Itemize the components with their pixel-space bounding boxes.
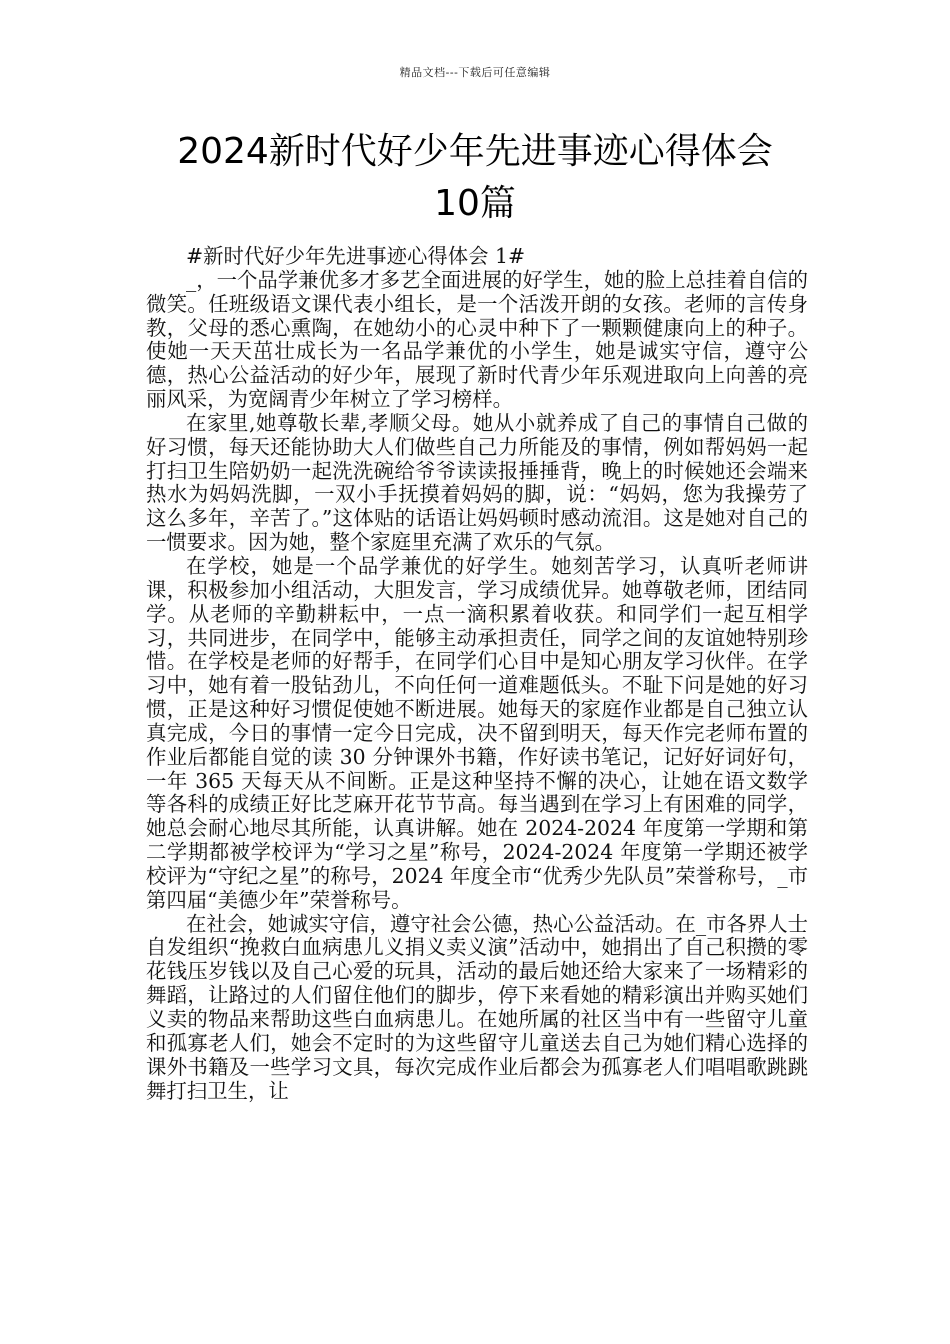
paragraph-society: 在社会，她诚实守信，遵守社会公德，热心公益活动。在_市各界人士自发组织“挽救白血病患儿义捐义卖义演”活动中，她捐出了自己积攒的零花钱压岁钱以及自己心爱的玩具，活动的最后她还给大家来了一场精彩的舞蹈，让路过的人们留住他们的脚步，停下来看她的精彩演出并购买她们义卖的物品来帮助这些白血病患儿。在她所属的社区当中有一些留守儿童和孤寡老人们，她会不定时的为这些留守儿童送去自己为她们精心选择的课外书籍及一些学习文具，每次完成作业后都会为孤寡老人们唱唱歌跳跳舞打扫卫生，让 bbox=[146, 911, 808, 1103]
document-title bbox=[60, 126, 890, 230]
document-body bbox=[146, 245, 808, 1103]
title-line-2: 10篇 bbox=[434, 183, 516, 224]
paragraph-home: 在家里,她尊敬长辈,孝顺父母。她从小就养成了自己的事情自己做的好习惯，每天还能协助大人们做些自己力所能及的事情，例如帮妈妈一起打扫卫生陪奶奶一起洗洗碗给爷爷读读报捶捶背，晚上的时候她还会端来热水为妈妈洗脚，一双小手抚摸着妈妈的脚，说：“妈妈，您为我操劳了这么多年，辛苦了。”这体贴的话语让妈妈顿时感动流泪。这是她对自己的一惯要求。因为她，整个家庭里充满了欢乐的气氛。 bbox=[146, 410, 808, 555]
paragraph-intro: _，一个品学兼优多才多艺全面进展的好学生，她的脸上总挂着自信的微笑。任班级语文课代表小组长，是一个活泼开朗的女孩。老师的言传身教，父母的悉心熏陶，在她幼小的心灵中种下了一颗颗健康向上的种子。使她一天天茁壮成长为一名品学兼优的小学生，她是诚实守信，遵守公德，热心公益活动的好少年，展现了新时代青少年乐观进取向上向善的亮丽风采，为宽阔青少年树立了学习榜样。 bbox=[146, 267, 808, 412]
paragraph-school: 在学校，她是一个品学兼优的好学生。她刻苦学习，认真听老师讲课，积极参加小组活动，大胆发言，学习成绩优异。她尊敬老师，团结同学。从老师的辛勤耕耘中，一点一滴积累着收获。和同学们一起互相学习，共同进步，在同学中，能够主动承担责任，同学之间的友谊她特别珍惜。在学校是老师的好帮手，在同学们心目中是知心朋友学习伙伴。在学习中，她有着一股钻劲儿，不向任何一道难题低头。不耻下问是她的好习惯，正是这种好习惯促使她不断进展。她每天的家庭作业都是自己独立认真完成，今日的事情一定今日完成，决不留到明天，每天作完老师布置的作业后都能自觉的读 30 分钟课外书籍，作好读书笔记，记好好词好句，一年 365 天每天从不间断。正是这种坚持不懈的决心，让她在语文数学等各科的成绩正好比芝麻开花节节高。每当遇到在学习上有困难的同学，她总会耐心地尽其所能，认真讲解。她在 2024-2024 年度第一学期和第二学期都被学校评为“学习之星”称号，2024-2024 年度第一学期还被学校评为“守纪之星”的称号，2024 年度全市“优秀少先队员”荣誉称号，_市第四届“美德少年”荣誉称号。 bbox=[146, 553, 808, 912]
title-line-1: 2024新时代好少年先进事迹心得体会 bbox=[177, 131, 773, 172]
header-note: 精品文档---下载后可任意编辑 bbox=[399, 66, 551, 79]
section-heading: #新时代好少年先进事迹心得体会 1# bbox=[186, 244, 526, 268]
